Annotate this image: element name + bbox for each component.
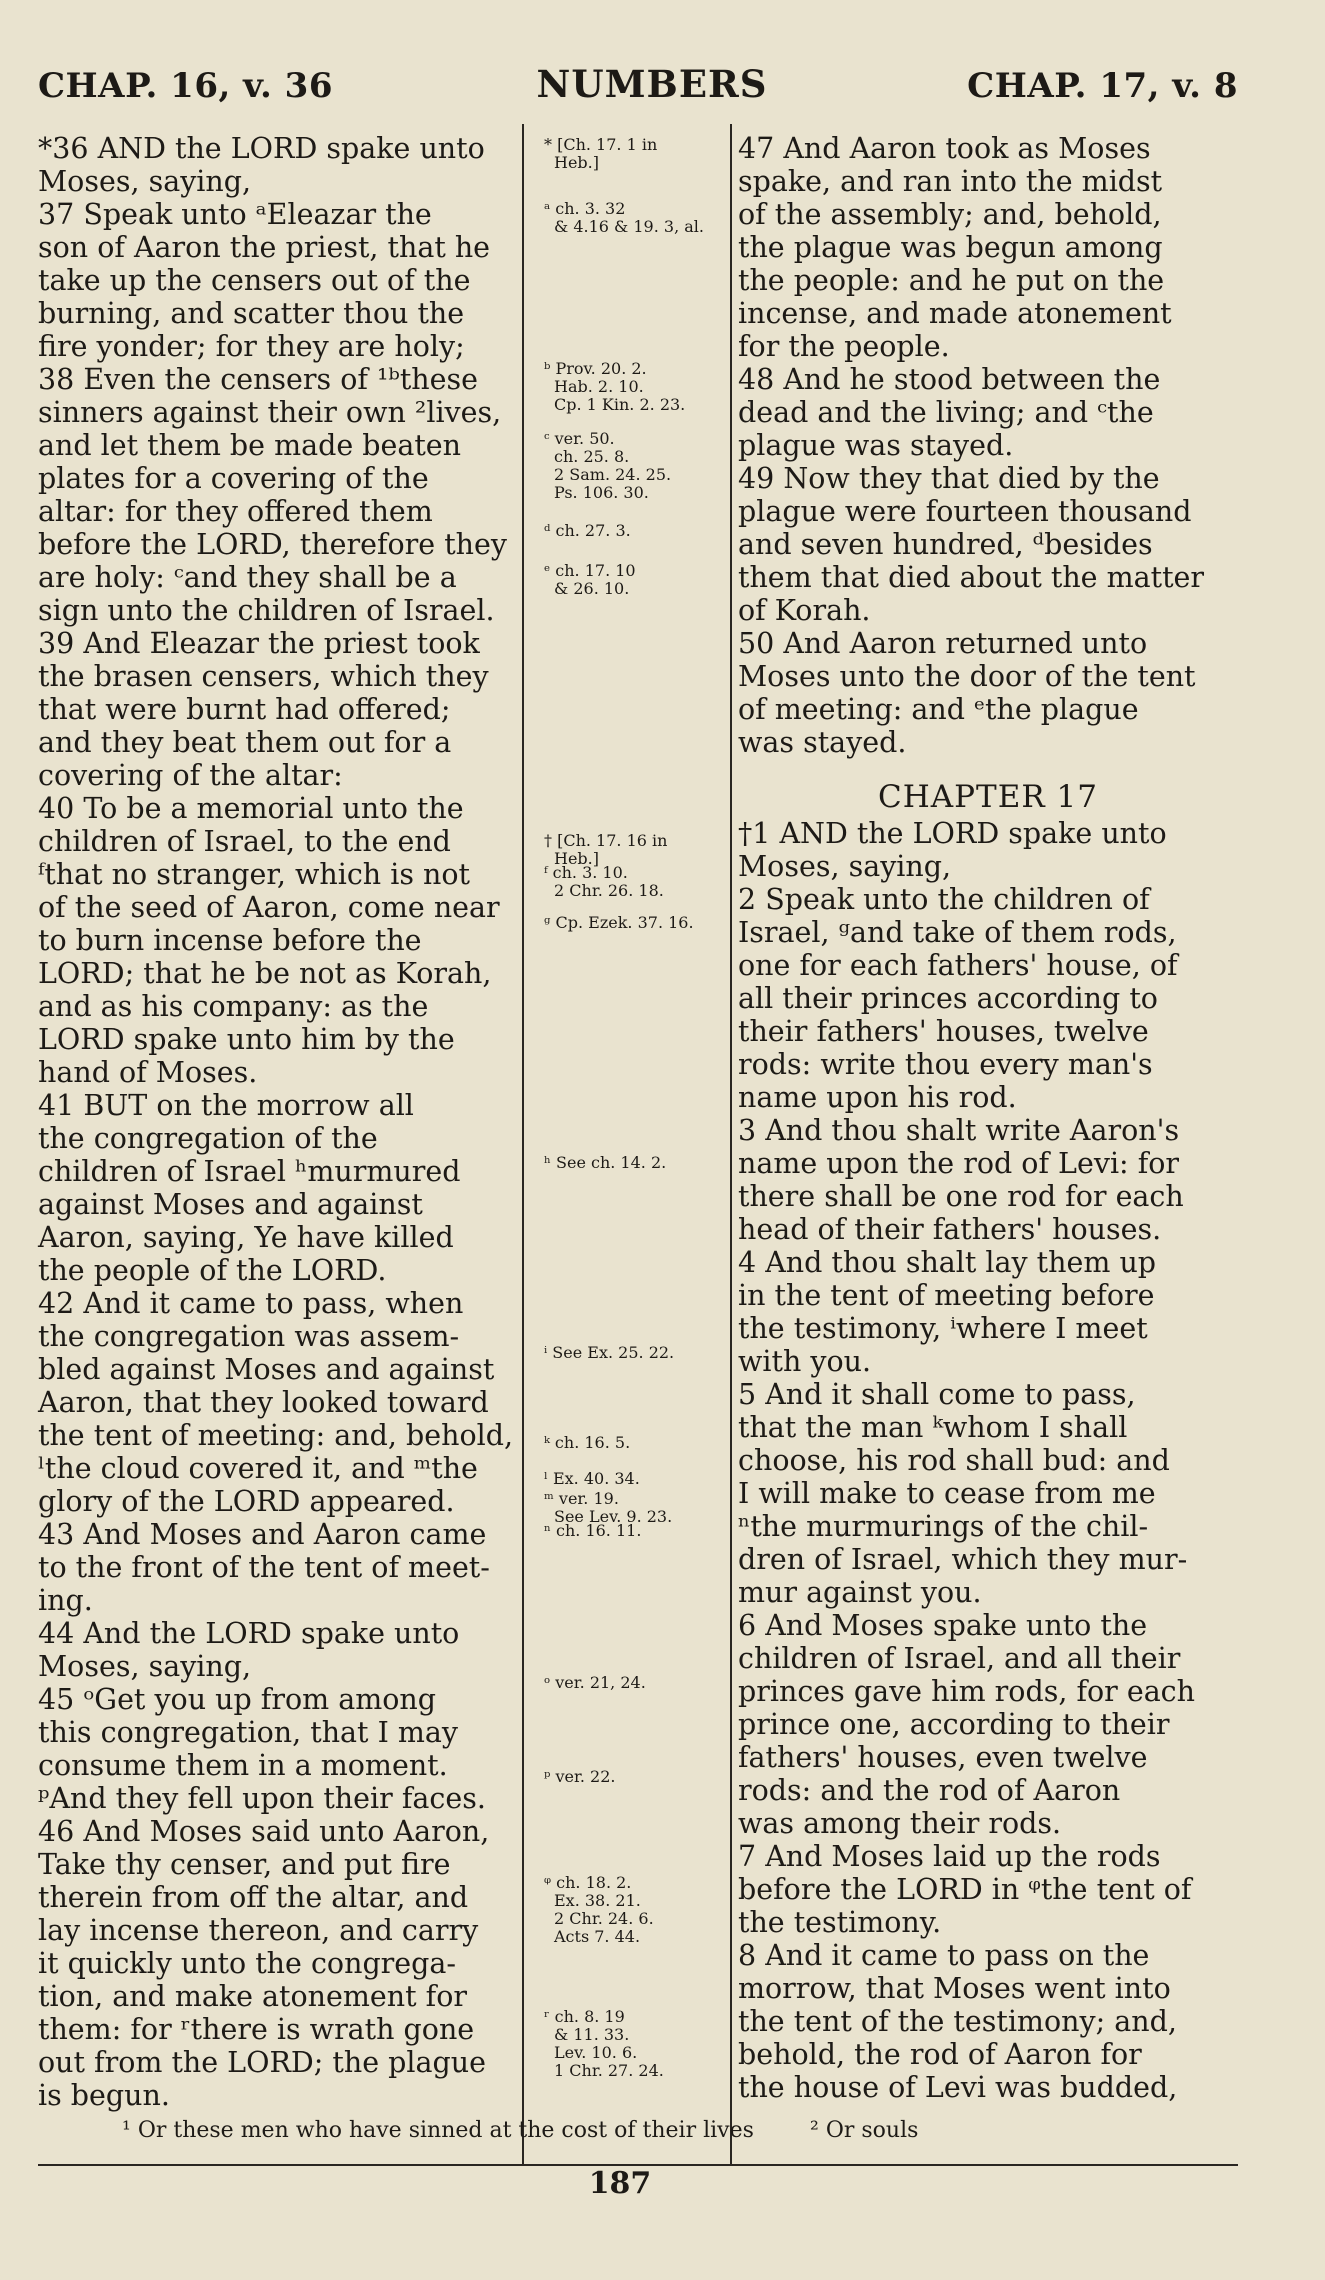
cross-reference	[544, 864, 664, 900]
left-column-line: and as his company: as the	[38, 990, 429, 1023]
right-column-line: 6 And Moses spake unto the	[738, 1609, 1148, 1642]
cross-reference-line: ˡ Ex. 40. 34.	[544, 1469, 640, 1488]
cross-reference-line: ᶜ ver. 50.	[544, 429, 615, 448]
right-column-line: them that died about the matter	[738, 561, 1205, 594]
left-column-line: them: for ʳthere is wrath gone	[38, 2013, 475, 2046]
cross-reference-line: ⁿ ch. 16. 11.	[544, 1521, 642, 1540]
left-column-line: this congregation, that I may	[38, 1716, 458, 1749]
cross-reference	[544, 136, 657, 172]
left-column-line: the tent of meeting: and, behold,	[38, 1419, 514, 1452]
column-divider-right	[730, 124, 732, 2164]
right-column-line: before the LORD in ᵠthe tent of	[738, 1873, 1192, 1906]
right-column-line: all their princes according to	[738, 982, 1158, 1015]
cross-reference	[544, 1674, 646, 1692]
right-column-line: their fathers' houses, twelve	[738, 1015, 1149, 1048]
right-column-line: name upon his rod.	[738, 1081, 1017, 1114]
right-column-line: 47 And Aaron took as Moses	[738, 132, 1151, 165]
right-column-line: rods: write thou every man's	[738, 1048, 1153, 1081]
right-column-line: 4 And thou shalt lay them up	[738, 1246, 1157, 1279]
right-column-line: one for each fathers' house, of	[738, 949, 1178, 982]
left-column-line: to burn incense before the	[38, 924, 422, 957]
header-left-ref: CHAP. 16, v. 36	[38, 66, 333, 106]
left-column-line: covering of the altar:	[38, 759, 343, 792]
cross-reference-line: ʰ See ch. 14. 2.	[544, 1153, 667, 1172]
right-column-line: the testimony, ⁱwhere I meet	[738, 1312, 1148, 1345]
left-column-line: hand of Moses.	[38, 1056, 258, 1089]
right-column-line: name upon the rod of Levi: for	[738, 1147, 1180, 1180]
cross-reference	[544, 430, 671, 502]
left-column-line: take up the censers out of the	[38, 264, 471, 297]
left-column-line: the congregation of the	[38, 1122, 378, 1155]
cross-reference	[544, 1470, 640, 1488]
cross-reference-line: ᵃ ch. 3. 32	[544, 199, 626, 218]
left-column-line: children of Israel, to the end	[38, 825, 451, 858]
cross-reference-line: ᶠ ch. 3. 10.	[544, 863, 628, 882]
left-column-line: out from the LORD; the plague	[38, 2046, 486, 2079]
left-column-line: LORD; that he be not as Korah,	[38, 957, 492, 990]
right-column-line: of the assembly; and, behold,	[738, 198, 1162, 231]
column-divider-left	[522, 124, 524, 2164]
right-column-line: mur against you.	[738, 1576, 982, 1609]
left-column-line: *36 AND the LORD spake unto	[38, 132, 485, 165]
cross-reference-line: Acts 7. 44.	[554, 1927, 641, 1946]
left-column-line: children of Israel ʰmurmured	[38, 1155, 461, 1188]
cross-reference-line: 2 Chr. 24. 6.	[554, 1909, 654, 1928]
cross-reference-line: ᵉ ch. 17. 10	[544, 561, 636, 580]
left-column-line: son of Aaron the priest, that he	[38, 231, 491, 264]
left-column-line: altar: for they offered them	[38, 495, 433, 528]
right-column-line: 50 And Aaron returned unto	[738, 627, 1148, 660]
right-column-line: was stayed.	[738, 726, 907, 759]
left-column-line: bled against Moses and against	[38, 1353, 495, 1386]
header-right-ref: CHAP. 17, v. 8	[967, 66, 1238, 106]
right-column-line: the testimony.	[738, 1906, 942, 1939]
right-column-line: 5 And it shall come to pass,	[738, 1378, 1136, 1411]
right-column-line: Moses, saying,	[738, 850, 952, 883]
left-column-line: and let them be made beaten	[38, 429, 462, 462]
left-column-line: is begun.	[38, 2079, 170, 2112]
left-column-line: it quickly unto the congrega-	[38, 1947, 457, 1980]
left-column-line: Moses, saying,	[38, 1650, 252, 1683]
cross-reference	[544, 1768, 616, 1786]
right-column-line: rods: and the rod of Aaron	[738, 1774, 1121, 1807]
cross-reference-line: ʳ ch. 8. 19	[544, 2007, 625, 2026]
cross-reference	[544, 2008, 664, 2080]
cross-reference-line: ᵖ ver. 22.	[544, 1767, 616, 1786]
left-column-line: ᶠthat no stranger, which is not	[38, 858, 470, 891]
cross-reference-line: & 26. 10.	[554, 579, 630, 598]
left-column-line: Aaron, saying, Ye have killed	[38, 1221, 454, 1254]
left-column-line: are holy: ᶜand they shall be a	[38, 561, 457, 594]
left-column-line: LORD spake unto him by the	[38, 1023, 455, 1056]
right-column-line: plague was stayed.	[738, 429, 1014, 462]
right-column-line: †1 AND the LORD spake unto	[738, 817, 1167, 850]
left-column-line: the congregation was assem-	[38, 1320, 460, 1353]
left-column-line: 43 And Moses and Aaron came	[38, 1518, 487, 1551]
cross-reference-line: 2 Chr. 26. 18.	[554, 881, 664, 900]
left-column-line: before the LORD, therefore they	[38, 528, 507, 561]
right-column-line: plague were fourteen thousand	[738, 495, 1192, 528]
cross-reference	[544, 200, 704, 236]
right-column-line: ⁿthe murmurings of the chil-	[738, 1510, 1149, 1543]
cross-reference	[544, 360, 685, 414]
cross-reference	[544, 1522, 641, 1540]
footnote-2: ² Or souls	[810, 2118, 919, 2143]
right-column-line: of meeting: and ᵉthe plague	[738, 693, 1139, 726]
cross-reference-line: 2 Sam. 24. 25.	[554, 465, 672, 484]
left-column-line: 37 Speak unto ᵃEleazar the	[38, 198, 432, 231]
left-column-line: against Moses and against	[38, 1188, 423, 1221]
left-column-line: lay incense thereon, and carry	[38, 1914, 479, 1947]
right-column-line: the people: and he put on the	[738, 264, 1165, 297]
cross-reference-line: Lev. 10. 6.	[554, 2043, 638, 2062]
right-column-line: I will make to cease from me	[738, 1477, 1156, 1510]
cross-reference-line: Hab. 2. 10.	[554, 377, 644, 396]
cross-reference	[544, 914, 694, 932]
left-column-line: ᵖAnd they fell upon their faces.	[38, 1782, 486, 1815]
cross-reference-line: ⁱ See Ex. 25. 22.	[544, 1343, 675, 1362]
left-column-line: 44 And the LORD spake unto	[38, 1617, 460, 1650]
cross-reference	[544, 1344, 674, 1362]
left-column-line: glory of the LORD appeared.	[38, 1485, 455, 1518]
page-number: 187	[588, 2166, 652, 2201]
cross-reference-line: Cp. 1 Kin. 2. 23.	[554, 395, 686, 414]
left-column-line: 45 ᵒGet you up from among	[38, 1683, 436, 1716]
cross-reference-line: & 4.16 & 19. 3, al.	[554, 217, 704, 236]
left-column-line: Take thy censer, and put fire	[38, 1848, 451, 1881]
cross-reference-line: Ex. 38. 21.	[554, 1891, 641, 1910]
right-column-line: spake, and ran into the midst	[738, 165, 1163, 198]
left-column-line: consume them in a moment.	[38, 1749, 448, 1782]
cross-reference	[544, 522, 631, 540]
cross-reference-line: Ps. 106. 30.	[554, 483, 649, 502]
left-column-line: therein from off the altar, and	[38, 1881, 469, 1914]
right-column-line: morrow, that Moses went into	[738, 1972, 1171, 2005]
right-column-line: the house of Levi was budded,	[738, 2071, 1178, 2104]
left-column-line: 41 BUT on the morrow all	[38, 1089, 414, 1122]
cross-reference-line: See Lev. 9. 23.	[554, 1507, 673, 1526]
right-column-line: 7 And Moses laid up the rods	[738, 1840, 1161, 1873]
cross-reference	[544, 1874, 654, 1946]
right-column-line: 3 And thou shalt write Aaron's	[738, 1114, 1180, 1147]
cross-reference	[544, 562, 636, 598]
right-column-line: princes gave him rods, for each	[738, 1675, 1196, 1708]
cross-reference-line: ᵒ ver. 21, 24.	[544, 1673, 646, 1692]
right-column-line: that the man ᵏwhom I shall	[738, 1411, 1128, 1444]
chapter-heading: CHAPTER 17	[878, 779, 1098, 815]
left-column-line: sign unto the children of Israel.	[38, 594, 495, 627]
right-column-line: children of Israel, and all their	[738, 1642, 1181, 1675]
left-column-line: fire yonder; for they are holy;	[38, 330, 465, 363]
right-column-line: was among their rods.	[738, 1807, 1062, 1840]
right-column-line: prince one, according to their	[738, 1708, 1170, 1741]
right-column-line: in the tent of meeting before	[738, 1279, 1155, 1312]
right-column-line: and seven hundred, ᵈbesides	[738, 528, 1153, 561]
header-book-title: NUMBERS	[536, 62, 768, 106]
right-column-line: dren of Israel, which they mur-	[738, 1543, 1188, 1576]
running-header	[38, 62, 1238, 132]
left-column-line: the brasen censers, which they	[38, 660, 489, 693]
cross-reference-line: ᵠ ch. 18. 2.	[544, 1873, 632, 1892]
cross-reference	[544, 1434, 630, 1452]
cross-reference-line: ᵐ ver. 19.	[544, 1489, 619, 1508]
left-column-line: plates for a covering of the	[38, 462, 429, 495]
left-column-line: burning, and scatter thou the	[38, 297, 465, 330]
left-column-line: and they beat them out for a	[38, 726, 452, 759]
cross-reference-line: ᵏ ch. 16. 5.	[544, 1433, 631, 1452]
left-column-line: 42 And it came to pass, when	[38, 1287, 464, 1320]
left-column-line: ing.	[38, 1584, 93, 1617]
left-column-line: 40 To be a memorial unto the	[38, 792, 464, 825]
right-column-line: dead and the living; and ᶜthe	[738, 396, 1154, 429]
cross-reference	[544, 1154, 666, 1172]
left-column-line: that were burnt had offered;	[38, 693, 451, 726]
right-column-line: there shall be one rod for each	[738, 1180, 1184, 1213]
left-column-line: the people of the LORD.	[38, 1254, 387, 1287]
left-column-line: ˡthe cloud covered it, and ᵐthe	[38, 1452, 478, 1485]
cross-reference-line: ᵈ ch. 27. 3.	[544, 521, 631, 540]
footnote-1: ¹ Or these men who have sinned at the cost of their lives	[122, 2118, 754, 2143]
text-column-left	[38, 132, 518, 2112]
right-column-line: of Korah.	[738, 594, 871, 627]
cross-reference-line: Heb.]	[554, 153, 599, 172]
right-column-line: 2 Speak unto the children of	[738, 883, 1150, 916]
left-column-line: tion, and make atonement for	[38, 1980, 467, 2013]
right-column-line: 8 And it came to pass on the	[738, 1939, 1150, 1972]
right-column-line: fathers' houses, even twelve	[738, 1741, 1148, 1774]
cross-reference-line: † [Ch. 17. 16 in	[544, 831, 668, 850]
cross-reference-line: ch. 25. 8.	[554, 447, 630, 466]
left-column-line: 38 Even the censers of ¹ᵇthese	[38, 363, 478, 396]
left-column-line: 46 And Moses said unto Aaron,	[38, 1815, 490, 1848]
cross-reference-line: ᵇ Prov. 20. 2.	[544, 359, 647, 378]
cross-reference-line: * [Ch. 17. 1 in	[544, 135, 658, 154]
right-column-line: 49 Now they that died by the	[738, 462, 1160, 495]
left-column-line: sinners against their own ²lives,	[38, 396, 502, 429]
right-column-line: the tent of the testimony; and,	[738, 2005, 1177, 2038]
cross-reference-line: ᵍ Cp. Ezek. 37. 16.	[544, 913, 694, 932]
right-column-line: incense, and made atonement	[738, 297, 1172, 330]
right-column-line: behold, the rod of Aaron for	[738, 2038, 1142, 2071]
cross-reference-line: Heb.]	[554, 849, 599, 868]
right-column-line: Moses unto the door of the tent	[738, 660, 1196, 693]
text-column-right	[738, 132, 1238, 2104]
right-column-line: with you.	[738, 1345, 872, 1378]
left-column-line: Aaron, that they looked toward	[38, 1386, 489, 1419]
right-column-line: Israel, ᵍand take of them rods,	[738, 916, 1177, 949]
right-column-line: head of their fathers' houses.	[738, 1213, 1162, 1246]
left-column-line: 39 And Eleazar the priest took	[38, 627, 480, 660]
bible-page	[38, 62, 1238, 2242]
left-column-line: Moses, saying,	[38, 165, 252, 198]
left-column-line: of the seed of Aaron, come near	[38, 891, 500, 924]
right-column-line: the plague was begun among	[738, 231, 1163, 264]
right-column-line: 48 And he stood between the	[738, 363, 1161, 396]
left-column-line: to the front of the tent of meet-	[38, 1551, 490, 1584]
cross-reference-line: & 11. 33.	[554, 2025, 630, 2044]
cross-reference-line: 1 Chr. 27. 24.	[554, 2061, 664, 2080]
right-column-line: for the people.	[738, 330, 950, 363]
right-column-line: choose, his rod shall bud: and	[738, 1444, 1170, 1477]
